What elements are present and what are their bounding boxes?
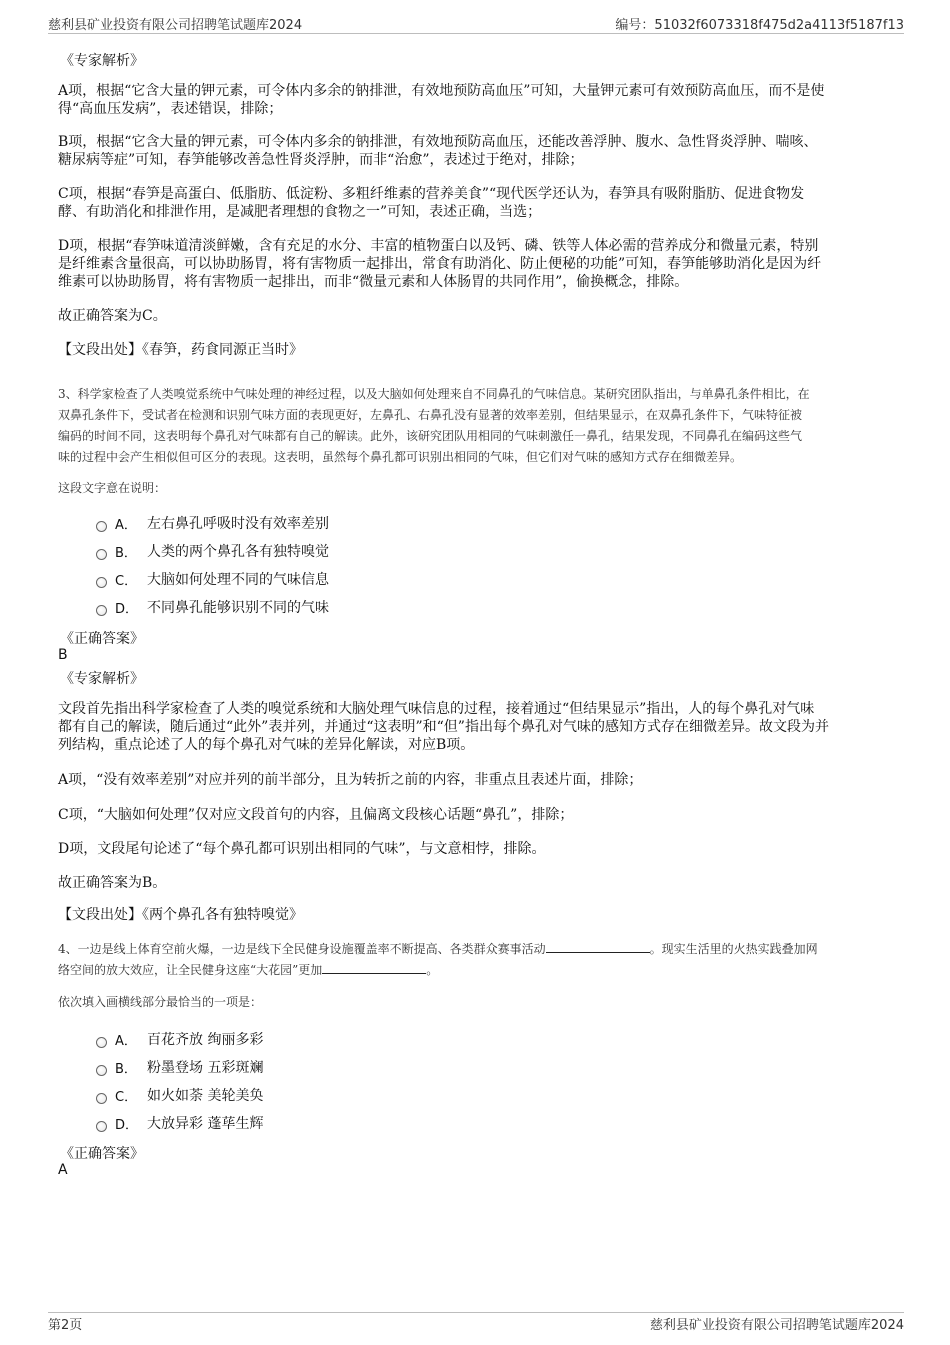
header-rule (48, 33, 904, 34)
radio-icon[interactable] (96, 549, 107, 560)
analysis-c: C项，“大脑如何处理”仅对应文段首句的内容，且偏离文段核心话题“鼻孔”，排除； (58, 807, 574, 823)
answer-label: 《正确答案》 (60, 631, 144, 647)
document-id: 编号：51032f6073318f475d2a4113f5187f13 (615, 18, 904, 33)
analysis-conclusion: 故正确答案为C。 (58, 308, 167, 324)
analysis-b: B项，根据“它含大量的钾元素，可令体内多余的钠排泄，有效地预防高血压，还能改善浮肿、腹水、急性肾炎浮肿、喘咳、 糖尿病等症”可知，春笋能够改善急性肾炎浮肿，而非“治愈”，表述过于绝对，排除； (58, 134, 818, 168)
question-3-stem: 3、科学家检查了人类嗅觉系统中气味处理的神经过程，以及大脑如何处理来自不同鼻孔的气味信息。某研究团队指出，与单鼻孔条件相比，在 双鼻孔条件下，受试者在检测和识别气味方面的表现更好，左鼻孔、右鼻孔没有显著的效率差别，但结果显示，在双鼻孔条件下，气味特征被 编码的时间不同，这表明每个鼻孔对气味都有自己的解读。此外，该研究团队用相同的气味刺激任一鼻孔，结果发现，不同鼻孔在编码这些气 味的过程中会产生相似但可区分的表现。这表明，虽然每个鼻孔都可识别出相同的气味，但它们对气味的感知方式存在细微差异。 (58, 387, 810, 464)
radio-icon[interactable] (96, 1037, 107, 1048)
radio-icon[interactable] (96, 1121, 107, 1132)
analysis-d: D项，文段尾句论述了“每个鼻孔都可识别出相同的气味”，与文意相悖，排除。 (58, 841, 546, 857)
source-citation: 【文段出处】《春笋，药食同源正当时》 (58, 342, 303, 358)
analysis-conclusion: 故正确答案为B。 (58, 875, 167, 891)
q4-option-d[interactable]: D． 大放异彩 蓬荜生辉 (96, 1113, 263, 1133)
analysis-label: 《专家解析》 (60, 53, 144, 69)
footer-title: 慈利县矿业投资有限公司招聘笔试题库2024 (649, 1318, 904, 1333)
fill-blank-1[interactable] (546, 940, 650, 953)
analysis-d: D项，根据“春笋味道清淡鲜嫩，含有充足的水分、丰富的植物蛋白以及钙、磷、铁等人体必需的营养成分和微量元素，特别 是纤维素含量很高，可以协助肠胃，将有害物质一起排出，常食有助消化、防止便秘的功能”可知，春笋能够助消化是因为纤 维素可以协助肠胃，将有害物质一起排出，而非“微量元素和人体肠胃的共同作用”，偷换概念，排除。 (58, 238, 822, 290)
question-3-prompt: 这段文字意在说明： (58, 481, 167, 495)
q3-option-b[interactable]: B． 人类的两个鼻孔各有独特嗅觉 (96, 541, 329, 561)
footer-rule (48, 1312, 904, 1313)
radio-icon[interactable] (96, 521, 107, 532)
q3-option-d[interactable]: D． 不同鼻孔能够识别不同的气味 (96, 597, 329, 617)
analysis-c: C项，根据“春笋是高蛋白、低脂肪、低淀粉、多粗纤维素的营养美食”“现代医学还认为，春笋具有吸附脂肪、促进食物发 酵、有助消化和排泄作用，是减肥者理想的食物之一”可知，表述正确，当选； (58, 186, 805, 220)
q3-option-c[interactable]: C． 大脑如何处理不同的气味信息 (96, 569, 329, 589)
question-4-stem: 4、一边是线上体育空前火爆，一边是线下全民健身设施覆盖率不断提高、各类群众赛事活动 。现实生活里的火热实践叠加网 络空间的放大效应，让全民健身这座“大花园”更加 。 (58, 942, 818, 977)
analysis-main: 文段首先指出科学家检查了人类的嗅觉系统和大脑处理气味信息的过程，接着通过“但结果显示”指出，人的每个鼻孔对气味 都有自己的解读，随后通过“此外”表并列，并通过“这表明”和“但”指出每个鼻孔对气味的感知方式存在细微差异。故文段为并 列结构，重点论述了人的每个鼻孔对气味的差异化解读，对应B项。 (58, 701, 829, 753)
q4-option-b[interactable]: B． 粉墨登场 五彩斑斓 (96, 1057, 263, 1077)
source-citation: 【文段出处】《两个鼻孔各有独特嗅觉》 (58, 907, 303, 923)
analysis-a: A项，“没有效率差别”对应并列的前半部分，且为转折之前的内容，非重点且表述片面，排除； (58, 772, 643, 788)
q3-option-a[interactable]: A． 左右鼻孔呼吸时没有效率差别 (96, 513, 329, 533)
radio-icon[interactable] (96, 605, 107, 616)
answer-value: A (58, 1162, 68, 1178)
q4-option-c[interactable]: C． 如火如荼 美轮美奂 (96, 1085, 263, 1105)
fill-blank-2[interactable] (322, 961, 426, 974)
answer-label: 《正确答案》 (60, 1146, 144, 1162)
question-4-prompt: 依次填入画横线部分最恰当的一项是： (58, 995, 263, 1009)
q4-option-a[interactable]: A． 百花齐放 绚丽多彩 (96, 1029, 263, 1049)
radio-icon[interactable] (96, 1065, 107, 1076)
radio-icon[interactable] (96, 1093, 107, 1104)
radio-icon[interactable] (96, 577, 107, 588)
answer-value: B (58, 647, 68, 663)
analysis-a: A项，根据“它含大量的钾元素，可令体内多余的钠排泄，有效地预防高血压”可知，大量钾元素可有效预防高血压，而不是使 得“高血压发病”，表述错误，排除； (58, 83, 825, 117)
page-number: 第2页 (48, 1318, 83, 1333)
header-title: 慈利县矿业投资有限公司招聘笔试题库2024 (48, 18, 303, 33)
analysis-label: 《专家解析》 (60, 671, 144, 687)
